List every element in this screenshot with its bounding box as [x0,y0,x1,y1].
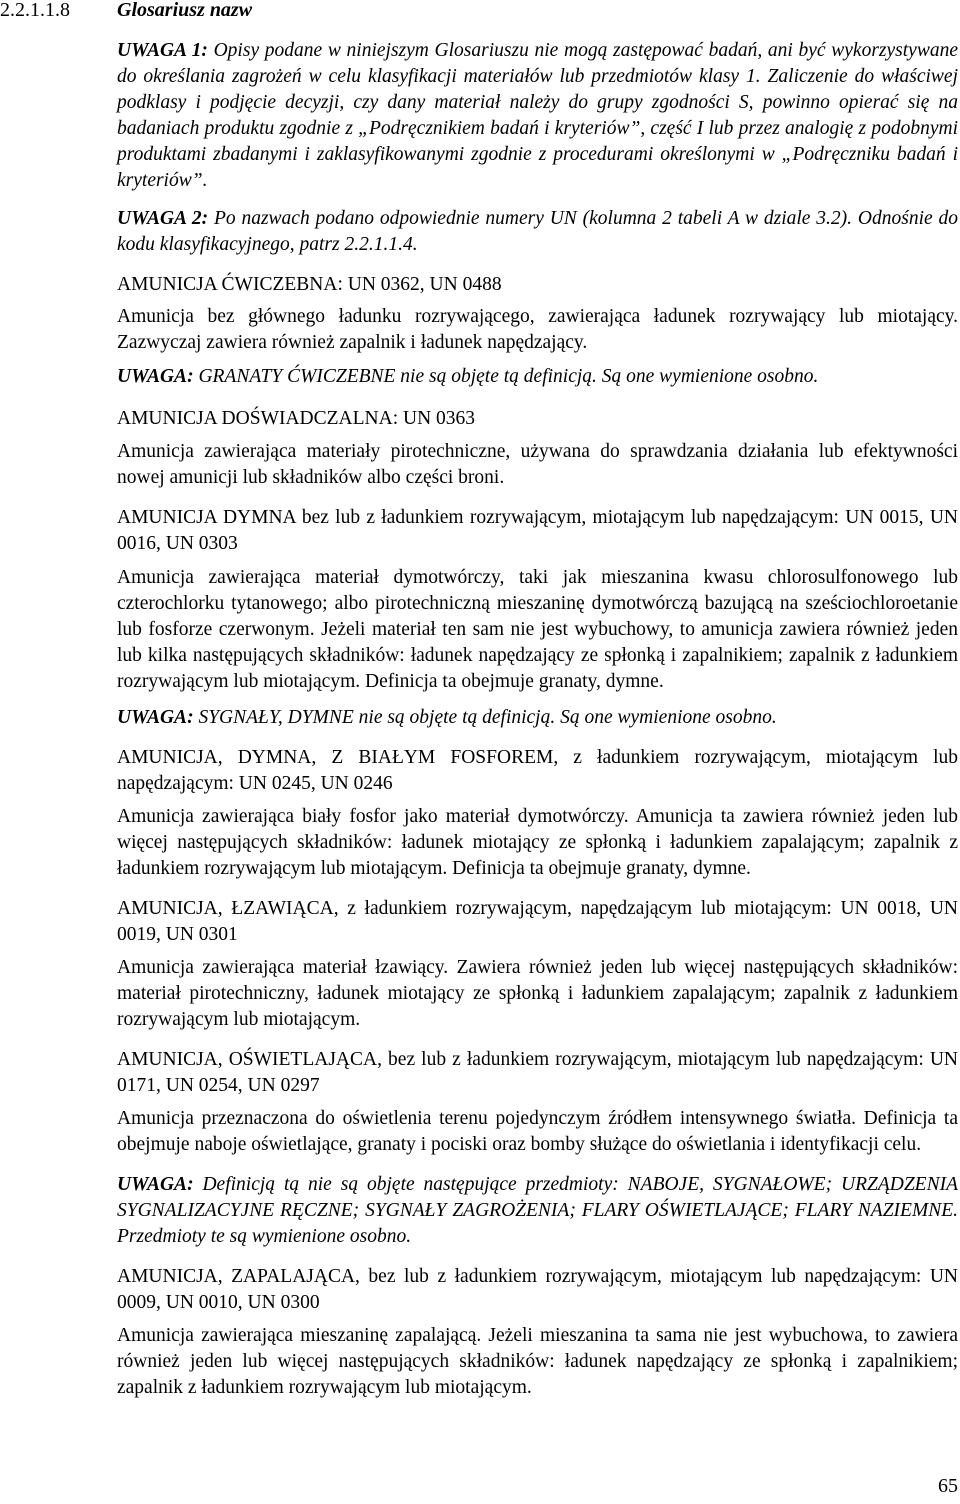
entry-note [117,364,958,390]
entry-definition: Amunicja przeznaczona do oświetlenia terenu pojedynczym źródłem intensywnego światła. Definicja ta obejmuje naboje oświetlające, granaty i pociski oraz bomby służące do oświetlania i identyfikacji celu. [117,1108,958,1155]
entry-definition: Amunicja zawierająca materiał dymotwórczy, taki jak mieszanina kwasu chlorosulfonowego lub czterochlorku tytanowego; albo pirotechniczną mieszaninę dymotwórczą bazującą na sześciochloroetanie lub fosforze czerwonym. Jeżeli materiał ten sam nie jest wybuchowy, to amunicja zawiera również jeden lub kilka następujących składników: ładunek napędzający ze spłonką i zapalnikiem; zapalnik z ładunkiem rozrywającym lub miotającym. Definicja ta obejmuje granaty, dymne. [117,567,958,692]
section-number: 2.2.1.1.8 [0,0,70,21]
note-2-text: Po nazwach podano odpowiednie numery UN (kolumna 2 tabeli A w dziale 3.2). Odnośnie do kodu klasyfikacyjnego, patrz 2.2.1.1.4. [117,208,958,255]
entry-note [117,1172,958,1250]
entry-definition: Amunicja zawierająca biały fosfor jako materiał dymotwórczy. Amunicja ta zawiera również jeden lub więcej następujących składników: ładunek miotający ze spłonką i ładunkiem zapalającym; zapalnik z ładunkiem rozrywającym lub miotającym. Definicja ta obejmuje granaty, dymne. [117,806,958,879]
note-2-label: UWAGA 2: [117,208,209,229]
entry-note-text: Definicją tą nie są objęte następujące przedmioty: NABOJE, SYGNAŁOWE; URZĄDZENIA SYGNALIZACYJNE RĘCZNE; SYGNAŁY ZAGROŻENIA; FLARY OŚWIETLAJĄCE; FLARY NAZIEMNE. Przedmioty te są wymienione osobno. [117,1174,958,1247]
note-1-text: Opisy podane w niniejszym Glosariuszu nie mogą zastępować badań, ani być wykorzystywane do określania zagrożeń w celu klasyfikacji materiałów lub przedmiotów klasy 1. Zaliczenie do właściwej podklasy i podjęcie decyzji, czy dany materiał należy do grupy zgodności S, powinno opierać się na badaniach produktu zgodnie z „Podręcznikiem badań i kryteriów”, część I lub przez analogię z podobnymi produktami zbadanymi i zaklasyfikowanymi zgodnie z procedurami określonymi w „Podręczniku badań i kryteriów”. [117,40,958,191]
entry-note-label: UWAGA: [117,707,194,728]
entry-note [117,705,958,731]
section-title: Glosariusz nazw [117,0,253,21]
entry-definition: Amunicja bez głównego ładunku rozrywającego, zawierająca ładunek rozrywający lub miotający. Zazwyczaj zawiera również zapalnik i ładunek napędzający. [117,306,958,353]
entry-definition: Amunicja zawierająca materiał łzawiący. Zawiera również jeden lub więcej następujących składników: materiał pirotechniczny, ładunek miotający ze spłonką i ładunkiem zapalającym; zapalnik z ładunkiem rozrywającym lub miotającym. [117,957,958,1030]
entry-term: AMUNICJA ĆWICZEBNA: UN 0362, UN 0488 [117,274,502,295]
entry-definition: Amunicja zawierająca mieszaninę zapalającą. Jeżeli mieszanina ta sama nie jest wybuchowa, to zawiera również jeden lub więcej następujących składników: ładunek napędzający ze spłonką i zapalnikiem; zapalnik z ładunkiem rozrywającym lub miotającym. [117,1325,958,1398]
entry-term: AMUNICJA, DYMNA, Z BIAŁYM FOSFOREM, z ładunkiem rozrywającym, miotającym lub napędzającym: UN 0245, UN 0246 [117,747,958,794]
entry-term: AMUNICJA DYMNA bez lub z ładunkiem rozrywającym, miotającym lub napędzającym: UN 0015, UN 0016, UN 0303 [117,507,958,554]
note-2 [117,206,958,258]
entry-note-text: GRANATY ĆWICZEBNE nie są objęte tą definicją. Są one wymienione osobno. [193,366,819,387]
entry-note-label: UWAGA: [117,1174,194,1195]
glossary-content [117,38,958,1401]
entry-term: AMUNICJA, ZAPALAJĄCA, bez lub z ładunkiem rozrywającym, miotającym lub napędzającym: UN 0009, UN 0010, UN 0300 [117,1266,958,1313]
section-heading [0,0,252,24]
entry-term: AMUNICJA, ŁZAWIĄCA, z ładunkiem rozrywającym, napędzającym lub miotającym: UN 0018, UN 0019, UN 0301 [117,898,958,945]
note-1 [117,38,958,194]
entry-term: AMUNICJA, OŚWIETLAJĄCA, bez lub z ładunkiem rozrywającym, miotającym lub napędzającym: UN 0171, UN 0254, UN 0297 [117,1049,958,1096]
entry-note-label: UWAGA: [117,366,194,387]
entry-note-text: SYGNAŁY, DYMNE nie są objęte tą definicją. Są one wymienione osobno. [193,707,777,728]
page-number: 65 [938,1475,958,1497]
note-1-label: UWAGA 1: [117,40,208,61]
entry-term: AMUNICJA DOŚWIADCZALNA: UN 0363 [117,408,476,429]
entry-definition: Amunicja zawierająca materiały pirotechniczne, używana do sprawdzania działania lub efektywności nowej amunicji lub składników albo części broni. [117,441,958,488]
